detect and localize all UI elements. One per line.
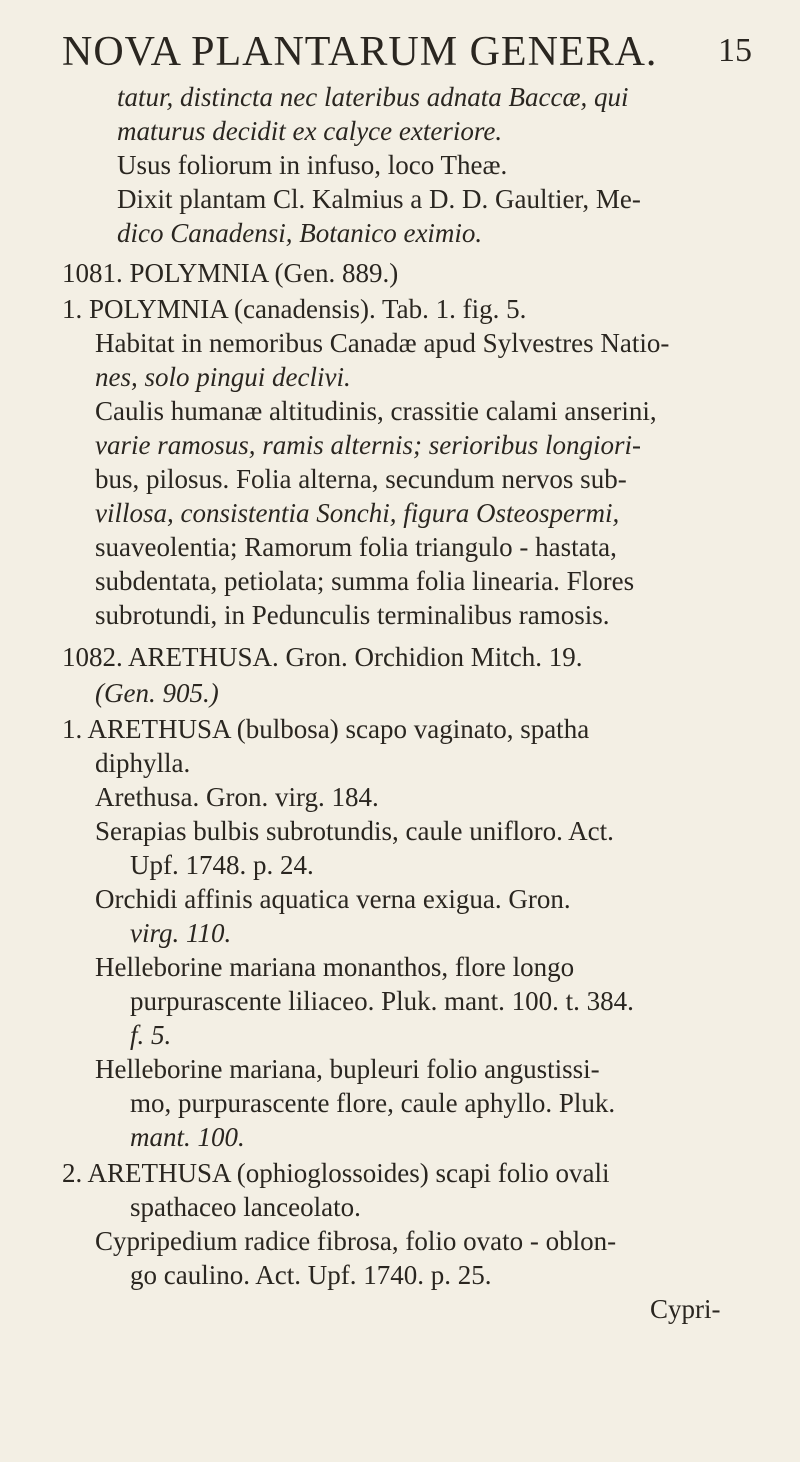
text-line: Habitat in nemoribus Canadæ apud Sylvestres Natio- xyxy=(95,328,670,358)
genus-heading: 1082. ARETHUSA. Gron. Orchidion Mitch. 19. xyxy=(62,642,583,672)
text-line: maturus decidit ex calyce exteriore. xyxy=(117,116,503,146)
text-line: Dixit plantam Cl. Kalmius a D. D. Gaultier, Me- xyxy=(117,184,641,214)
text-line: subrotundi, in Pedunculis terminalibus ramosis. xyxy=(95,600,610,630)
text-line: suaveolentia; Ramorum folia triangulo - hastata, xyxy=(95,532,617,562)
running-title: NOVA PLANTARUM GENERA. xyxy=(62,29,658,75)
text-line: dico Canadensi, Botanico eximio. xyxy=(117,218,483,248)
text-line: mant. 100. xyxy=(130,1122,245,1152)
synonym-line: Cypripedium radice fibrosa, folio ovato - oblon- xyxy=(95,1226,617,1256)
text-line: diphylla. xyxy=(95,748,191,778)
page-header xyxy=(0,28,800,88)
text-line: Caulis humanæ altitudinis, crassitie calami anserini, xyxy=(95,396,657,426)
text-line: (Gen. 905.) xyxy=(95,678,219,708)
text-line: Upf. 1748. p. 24. xyxy=(130,850,314,880)
text-line: go caulino. Act. Upf. 1740. p. 25. xyxy=(130,1260,492,1290)
text-line: villosa, consistentia Sonchi, figura Osteospermi, xyxy=(95,498,620,528)
text-line: Usus foliorum in infuso, loco Theæ. xyxy=(117,150,508,180)
species-heading: 2. ARETHUSA (ophioglossoides) scapi folio ovali xyxy=(62,1158,610,1188)
synonym-line: Orchidi affinis aquatica verna exigua. Gron. xyxy=(95,884,571,914)
page-number: 15 xyxy=(718,32,752,69)
text-line: subdentata, petiolata; summa folia linearia. Flores xyxy=(95,566,635,596)
text-line: purpurascente liliaceo. Pluk. mant. 100. t. 384. xyxy=(130,986,634,1016)
synonym-line: Arethusa. Gron. virg. 184. xyxy=(95,782,379,812)
text-line: f. 5. xyxy=(130,1020,172,1050)
synonym-line: Helleborine mariana, bupleuri folio angustissi- xyxy=(95,1054,600,1084)
genus-heading: 1081. POLYMNIA (Gen. 889.) xyxy=(62,258,399,288)
text-line: nes, solo pingui declivi. xyxy=(95,362,351,392)
text-line: varie ramosus, ramis alternis; serioribus longiori- xyxy=(95,430,642,460)
species-heading: 1. ARETHUSA (bulbosa) scapo vaginato, spatha xyxy=(62,714,590,744)
text-line: tatur, distincta nec lateribus adnata Baccæ, qui xyxy=(117,82,629,112)
species-heading: 1. POLYMNIA (canadensis). Tab. 1. fig. 5. xyxy=(62,294,527,324)
text-line: mo, purpurascente flore, caule aphyllo. Pluk. xyxy=(130,1088,616,1118)
text-line: virg. 110. xyxy=(130,918,232,948)
synonym-line: Helleborine mariana monanthos, flore longo xyxy=(95,952,575,982)
catchword: Cypri- xyxy=(650,1294,721,1324)
synonym-line: Serapias bulbis subrotundis, caule unifloro. Act. xyxy=(95,816,614,846)
text-line: spathaceo lanceolato. xyxy=(130,1192,361,1222)
text-line: bus, pilosus. Folia alterna, secundum nervos sub- xyxy=(95,464,627,494)
